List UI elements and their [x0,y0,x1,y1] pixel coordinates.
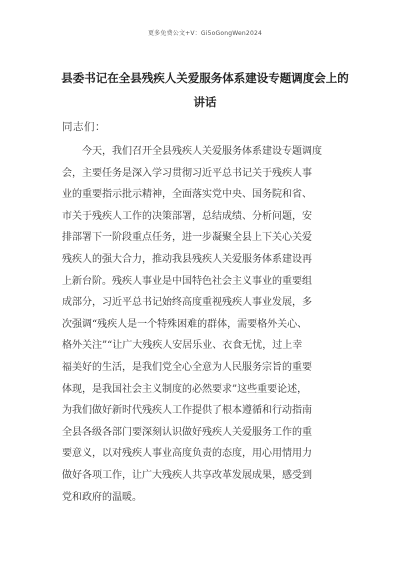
salutation: 同志们： [62,121,106,133]
paragraph-line: 业的重要指示批示精神，全面落实党中央、国务院和省、 [62,189,312,201]
paragraph-line: 格外关注”“让广大残疾人安居乐业、衣食无忧，过上幸 [62,340,303,352]
paragraph-line: 会，主要任务是深入学习贯彻习近平总书记关于残疾人事 [62,167,312,179]
title-line: 县委书记在全县残疾人关爱服务体系建设专题调度会上的 [61,71,349,85]
paragraph-line: 为我们做好新时代残疾人工作提供了根本遵循和行动指南 [62,405,312,417]
paragraph-line: 成部分，习近平总书记始终高度重视残疾人事业发展，多 [62,297,312,309]
paragraph-line: 党和政府的温暖。 [62,491,142,503]
paragraph-line: 排部署下一阶段重点任务，进一步凝聚全县上下关心关爱 [62,232,312,244]
paragraph-line: 福美好的生活，是我们党全心全意为人民服务宗旨的重要 [62,361,312,373]
page-header-note: 更多免费公文+V：Gi5oGongWen2024 [147,30,262,37]
paragraph-line: 上新台阶。残疾人事业是中国特色社会主义事业的重要组 [62,275,312,287]
paragraph-line: 市关于残疾人工作的决策部署，总结成绩、分析问题，安 [62,210,312,222]
body-paragraph [62,141,350,508]
paragraph-line: 要意义，以对残疾人事业高度负责的态度，用心用情用力 [62,448,312,460]
document-title [50,66,360,114]
paragraph-line: 做好各项工作，让广大残疾人共享改革发展成果，感受到 [62,469,312,481]
paragraph-line: 今天，我们召开全县残疾人关爱服务体系建设专题调度 [82,146,322,157]
paragraph-line: 体现，是我国社会主义制度的必然要求”这些重要论述， [62,383,308,395]
paragraph-line: 残疾人的强大合力，推动我县残疾人关爱服务体系建设再 [62,253,312,265]
paragraph-line: 次强调“残疾人是一个特殊困难的群体，需要格外关心、 [62,318,308,330]
title-line: 讲话 [193,95,217,109]
paragraph-line: 全县各级各部门要深刻认识做好残疾人关爱服务工作的重 [62,426,312,438]
